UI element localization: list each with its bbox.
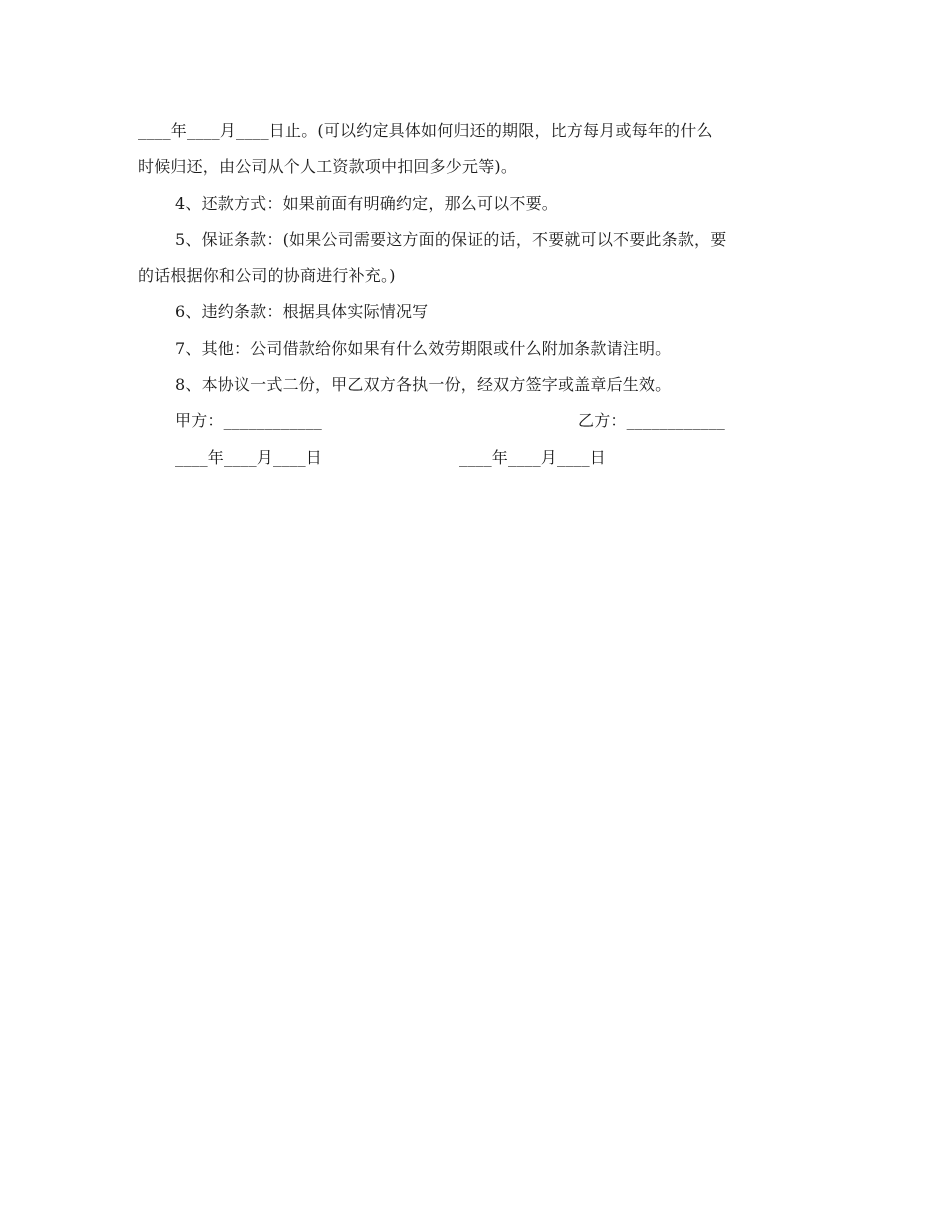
party-b-date-line: ____年____月____日 (459, 448, 607, 467)
clause-breach: 6、违约条款：根据具体实际情况写 (175, 302, 429, 321)
clause-other: 7、其他：公司借款给你如果有什么效劳期限或什么附加条款请注明。 (175, 339, 672, 358)
clause-repayment-method: 4、还款方式：如果前面有明确约定，那么可以不要。 (175, 194, 558, 213)
party-a-signature-line: 甲方：____________ (175, 411, 323, 430)
paragraph-line-repayment-deadline: ____年____月____日止。(可以约定具体如何归还的期限，比方每月或每年的什么 (138, 121, 713, 140)
paragraph-line-repayment-deadline-cont: 时候归还，由公司从个人工资款项中扣回多少元等)。 (138, 157, 518, 176)
party-a-date-line: ____年____月____日 (175, 448, 323, 467)
clause-guarantee: 5、保证条款：(如果公司需要这方面的保证的话，不要就可以不要此条款，要 (175, 230, 727, 249)
clause-guarantee-cont: 的话根据你和公司的协商进行补充。) (138, 266, 396, 285)
party-b-signature-line: 乙方：____________ (578, 411, 726, 430)
clause-copies: 8、本协议一式二份，甲乙双方各执一份，经双方签字或盖章后生效。 (175, 375, 672, 394)
